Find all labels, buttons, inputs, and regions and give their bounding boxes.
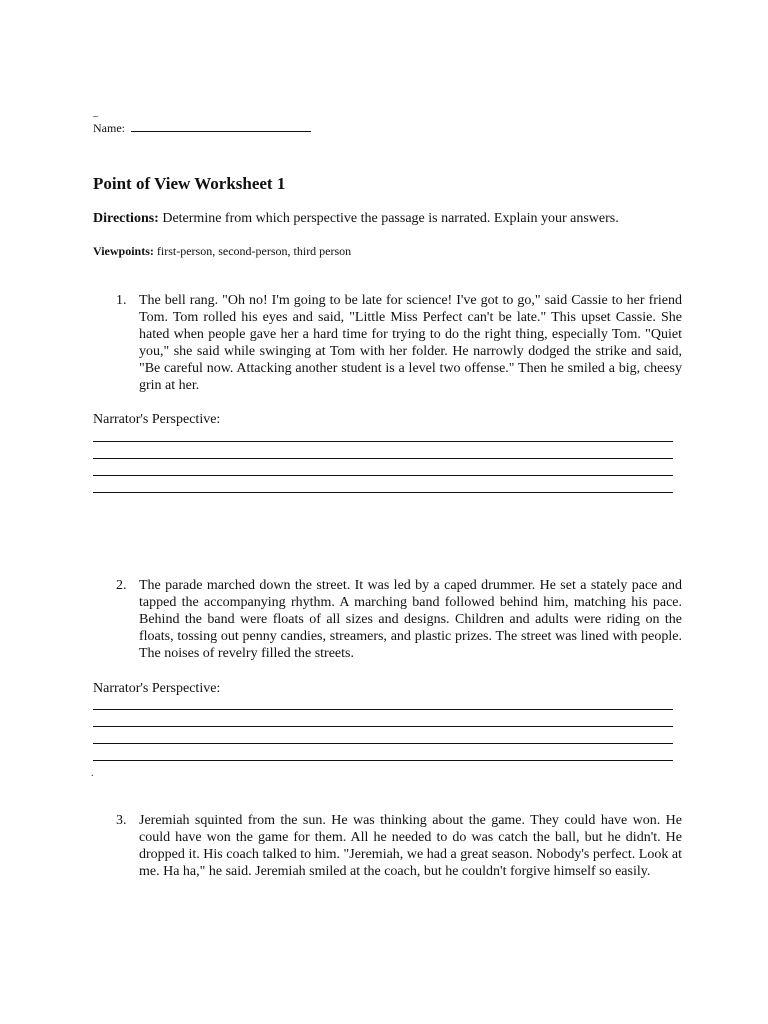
answer-line[interactable] (93, 743, 673, 744)
perspective-label-2: Narrator's Perspective: (93, 681, 221, 696)
question-passage: Jeremiah squinted from the sun. He was thinking about the game. They could have won. He could have won the game for them. All he needed to do was catch the ball, but he didn't. He dropped it. His coach talked to him. "Jeremiah, we had a great season. Nobody's perfect. Look at me. Ha ha," he said. Jeremiah smiled at the coach, but he couldn't forgive himself so easily. (139, 813, 682, 879)
question-2 (112, 577, 682, 662)
tick-mark: _ (93, 107, 98, 118)
name-field (93, 120, 311, 135)
perspective-label-1: Narrator's Perspective: (93, 412, 221, 427)
question-passage: The parade marched down the street. It was led by a caped drummer. He set a stately pace and tapped the accompanying rhythm. A marching band followed behind him, matching his pace. Behind the band were floats of all sizes and designs. Children and adults were riding on the floats, tossing out penny candies, streamers, and plastic prizes. The street was lined with people. The noises of revelry filled the streets. (139, 578, 682, 661)
viewpoints (93, 244, 351, 259)
answer-line[interactable] (93, 441, 673, 442)
viewpoints-text: first-person, second-person, third person (156, 244, 352, 258)
page-title: Point of View Worksheet 1 (93, 174, 286, 193)
question-number: 3. (116, 813, 127, 828)
name-blank-line[interactable] (131, 120, 311, 132)
answer-line[interactable] (93, 760, 673, 761)
answer-line[interactable] (93, 492, 673, 493)
question-passage: The bell rang. "Oh no! I'm going to be late for science! I've got to go," said Cassie to her friend Tom. Tom rolled his eyes and said, "Little Miss Perfect can't be late." This upset Cassie. She hated when people gave her a hard time for trying to do the right thing, especially Tom. "Quiet you," she said while swinging at Tom with her folder. He narrowly dodged the strike and said, "Be careful now. Attacking another student is a level two offense." Then he smiled a big, cheesy grin at her. (139, 293, 682, 393)
answer-line[interactable] (93, 709, 673, 710)
directions-text: Determine from which perspective the passage is narrated. Explain your answers. (162, 211, 619, 226)
directions-label: Directions: (93, 211, 159, 226)
question-1 (112, 292, 682, 394)
answer-line[interactable] (93, 726, 673, 727)
answer-line[interactable] (93, 475, 673, 476)
question-number: 1. (116, 293, 127, 308)
name-label: Name: (93, 121, 125, 135)
stray-mark: . (91, 768, 94, 779)
answer-line[interactable] (93, 458, 673, 459)
question-3 (112, 812, 682, 880)
directions (93, 210, 619, 227)
question-number: 2. (116, 578, 127, 593)
viewpoints-label: Viewpoints: (93, 244, 154, 258)
